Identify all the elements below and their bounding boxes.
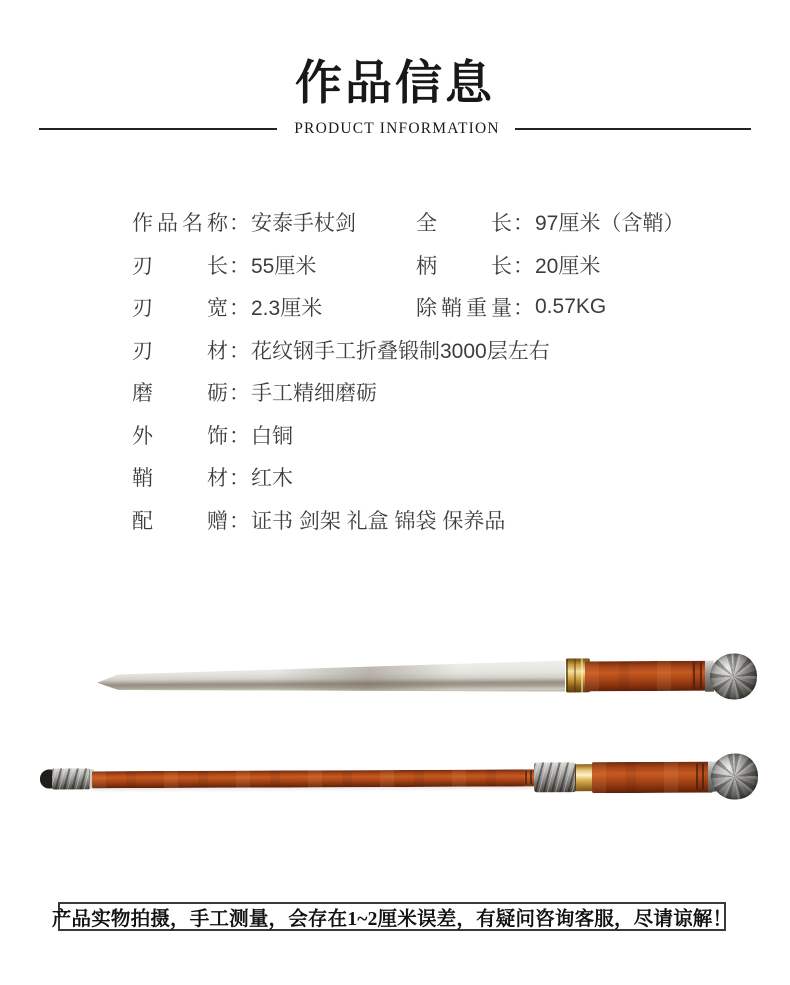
spec-value: 红木 [251,467,293,491]
spec-row-name-length [132,201,732,244]
spec-label: 除鞘重量 [416,297,512,321]
sword-silver-pommel [710,653,757,699]
spec-row-blade-material [132,329,732,372]
cane-silver-collar [534,762,576,792]
subtitle-right-rule [515,128,751,130]
disclaimer-box [51,902,733,931]
colon: ： [229,339,250,363]
drawn-sword-photo [95,653,757,703]
colon: ： [513,212,534,236]
spec-row-accessories [132,499,732,542]
disclaimer-text: 产品实物拍摄，手工测量，会存在1~2厘米误差，有疑问咨询客服，尽请谅解！ [51,908,733,930]
spec-value: 2.3厘米 [251,297,323,321]
colon: ： [229,297,250,321]
spec-row-blade-handle-length [132,244,732,287]
spec-value: 证书 剑架 礼盒 锦袋 保养品 [251,509,506,533]
cane-wood-shaft [92,769,535,788]
colon: ： [229,212,250,236]
colon: ： [229,509,250,533]
subtitle-left-rule [39,128,277,130]
spec-value: 20厘米 [535,254,601,278]
spec-value: 花纹钢手工折叠锻制3000层左右 [251,339,550,363]
spec-row-polishing [132,371,732,414]
spec-value: 97厘米（含鞘） [535,212,685,236]
spec-row-fittings [132,414,732,457]
spec-value: 55厘米 [251,254,317,278]
spec-label: 全长 [416,212,512,236]
spec-row-width-weight [132,286,732,329]
spec-label: 刃长 [132,254,228,278]
subtitle-row [0,118,790,140]
spec-label: 作品名称 [132,212,228,236]
colon: ： [513,297,534,321]
colon: ： [229,254,250,278]
spec-label: 外饰 [132,424,228,448]
spec-label: 刃材 [132,339,228,363]
page-title: 作品信息 [295,56,495,111]
spec-value: 0.57KG [535,295,607,319]
cane-wood-handle [592,761,713,793]
sheathed-cane-photo [40,753,758,802]
spec-label: 配赠 [132,509,228,533]
spec-label: 柄长 [416,254,512,278]
spec-label: 鞘材 [132,467,228,491]
handle-groove [693,663,695,689]
handle-groove [700,663,702,689]
sword-blade [97,661,565,695]
shaft-groove [525,770,527,784]
spec-label: 磨砺 [132,382,228,406]
colon: ： [513,254,534,278]
spec-row-scabbard-material [132,456,732,499]
spec-value: 白铜 [251,424,293,448]
colon: ： [229,424,250,448]
collar-ring-line [581,658,583,692]
spec-value: 安泰手杖剑 [251,212,356,236]
collar-ring-line [574,658,576,692]
page-subtitle: PRODUCT INFORMATION [294,120,500,137]
spec-list [132,201,732,541]
spec-value: 手工精细磨砺 [251,382,377,406]
colon: ： [229,467,250,491]
cane-silver-pommel [711,753,758,799]
handle-groove [702,764,704,790]
handle-groove [696,764,698,790]
spec-label: 刃宽 [132,297,228,321]
sword-wood-handle [585,661,707,692]
colon: ： [229,382,250,406]
shaft-groove [530,770,532,784]
cane-silver-ferrule [52,768,90,789]
